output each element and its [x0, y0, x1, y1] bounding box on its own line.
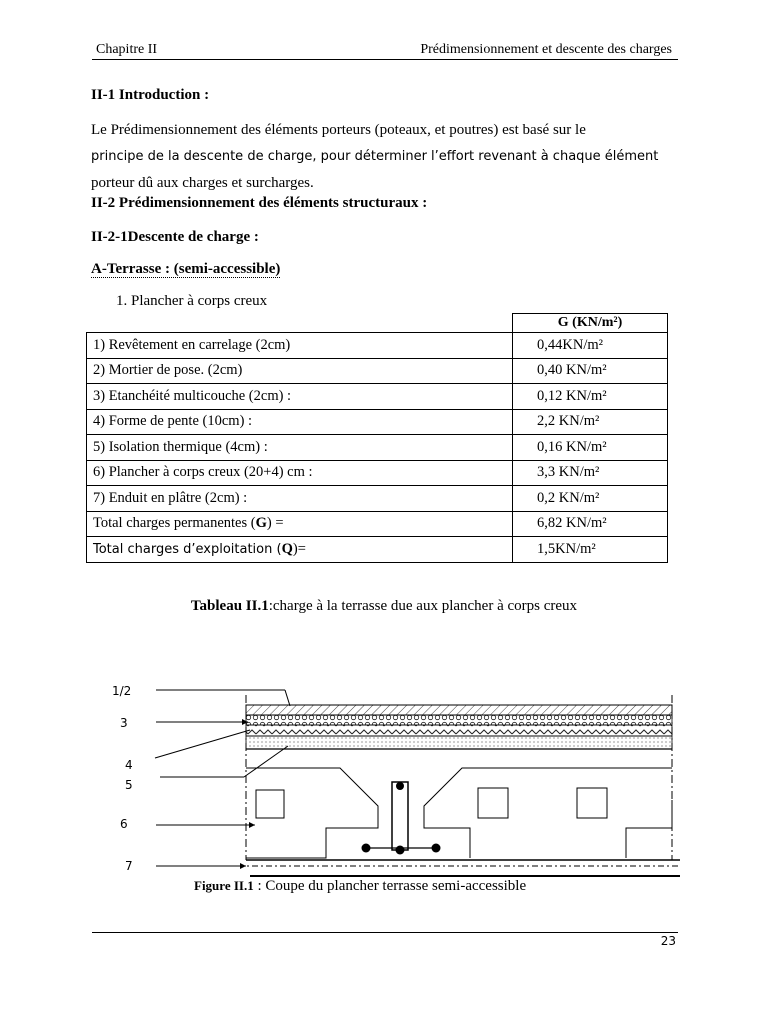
hollow-block-right	[424, 768, 672, 858]
table-row: 2) Mortier de pose. (2cm) 0,40 KN/m²	[87, 358, 668, 384]
layer-insulation	[246, 736, 672, 749]
table-caption: Tableau II.1:charge à la terrasse due aux plancher à corps creux	[190, 598, 578, 614]
table-row: 7) Enduit en plâtre (2cm) : 0,2 KN/m²	[87, 486, 668, 512]
para-line-2: principe de la descente de charge, pour déterminer l’effort revenant à chaque élément	[91, 149, 659, 164]
table-row-total-g: Total charges permanentes (G) = 6,82 KN/m²	[87, 511, 668, 537]
layer-tiling	[246, 705, 672, 715]
layer-waterproofing	[246, 715, 672, 725]
heading-introduction: II-1 Introduction :	[91, 87, 210, 103]
figure-label: 1/2	[112, 684, 132, 698]
heading-predimensionnement: II-2 Prédimensionnement des éléments structuraux :	[91, 195, 428, 211]
table-row: 3) Etanchéité multicouche (2cm) : 0,12 KN/m²	[87, 384, 668, 410]
page-number: 23	[660, 934, 676, 948]
heading-descente: II-2-1Descente de charge :	[91, 229, 259, 245]
figure-label: 4	[125, 758, 133, 772]
para-line-3: porteur dû aux charges et surcharges.	[91, 175, 314, 191]
heading-terrasse: A-Terrasse : (semi-accessible)	[91, 261, 281, 277]
hollow-block-left	[246, 768, 378, 858]
table-row: 1) Revêtement en carrelage (2cm) 0,44KN/m²	[87, 333, 668, 359]
figure-caption: Figure II.1 : Coupe du plancher terrasse semi-accessible	[194, 878, 527, 894]
figure-label: 6	[120, 817, 128, 831]
layer-slope	[246, 725, 672, 736]
table-row: 4) Forme de pente (10cm) : 2,2 KN/m²	[87, 409, 668, 435]
figure-label: 7	[125, 859, 133, 873]
joist-stirrup	[392, 782, 408, 850]
figure-label: 3	[120, 716, 128, 730]
header-title: Prédimensionnement et descente des charges	[420, 42, 672, 57]
figure-label: 5	[125, 778, 133, 792]
table-row: 6) Plancher à corps creux (20+4) cm : 3,3 KN/m²	[87, 460, 668, 486]
col-header-g: G (KN/m²)	[513, 314, 668, 333]
header-chapter: Chapitre II	[96, 42, 158, 57]
para-line-1: Le Prédimensionnement des éléments porteurs (poteaux, et poutres) est basé sur le	[91, 122, 586, 138]
table-row-total-q: Total charges d’exploitation (Q)= 1,5KN/m²	[87, 537, 668, 563]
table-row: 5) Isolation thermique (4cm) : 0,16 KN/m²	[87, 435, 668, 461]
footer-rule	[92, 932, 678, 933]
list-item-plancher: 1. Plancher à corps creux	[116, 293, 268, 309]
